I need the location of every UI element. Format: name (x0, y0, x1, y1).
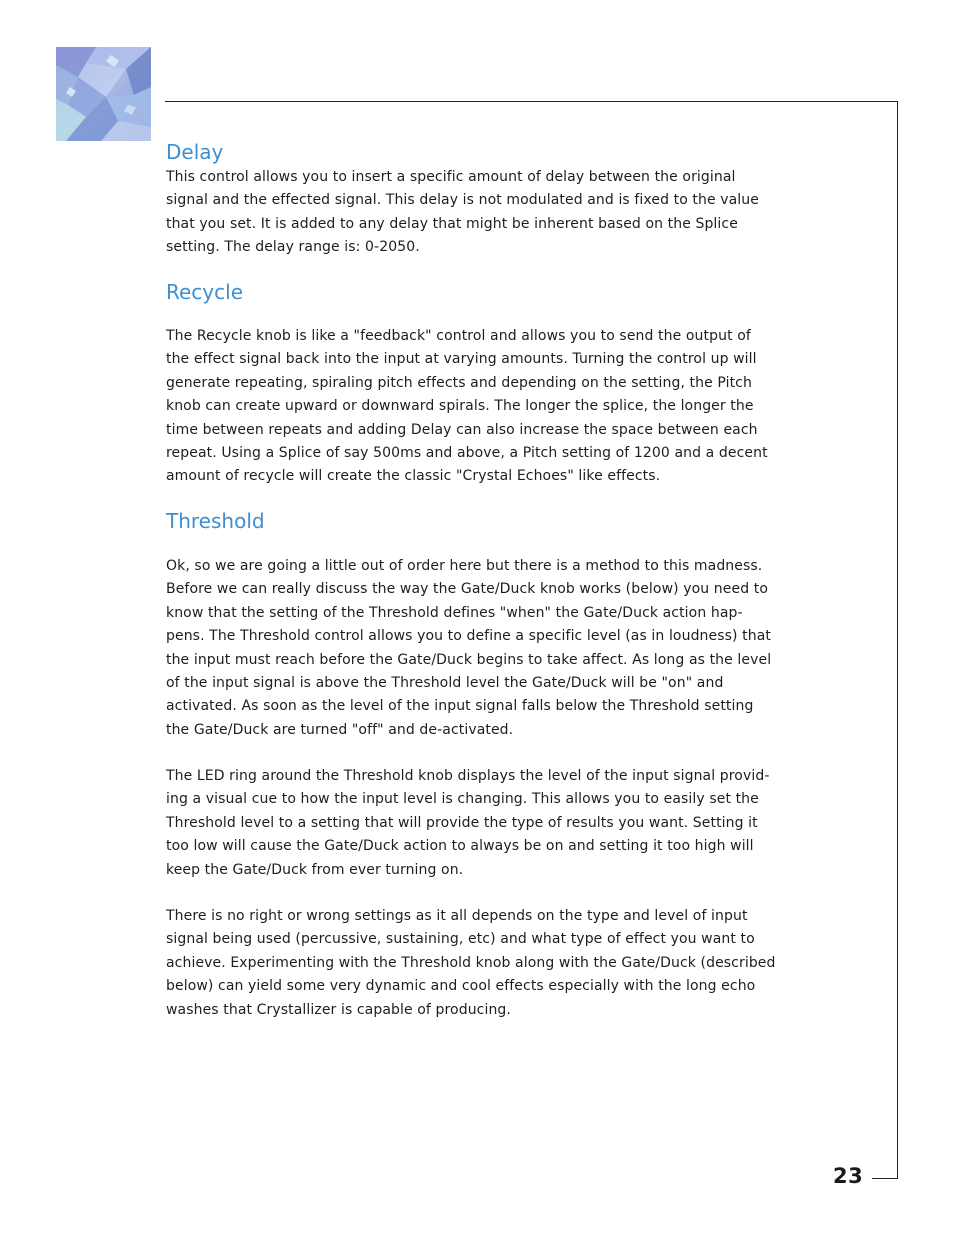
delay-paragraph (166, 166, 796, 260)
crystal-texture-icon (56, 47, 151, 141)
text-line: There is no right or wrong settings as it all depends on the type and level of input (166, 908, 748, 924)
text-line: the effect signal back into the input at varying amounts. Turning the control up will (166, 351, 757, 368)
section-heading-delay: Delay (166, 140, 224, 164)
text-line: the Gate/Duck are turned "off" and de-activated. (166, 721, 514, 738)
text-line: activated. As soon as the level of the input signal falls below the Threshold setting (166, 698, 754, 715)
text-line: Threshold level to a setting that will provide the type of results you want. Setting it (166, 814, 758, 831)
text-line: amount of recycle will create the classic "Crystal Echoes" like effects. (166, 468, 661, 485)
text-line: pens. The Threshold control allows you to define a specific level (as in loudness) that (166, 628, 771, 645)
text-line: The LED ring around the Threshold knob displays the level of the input signal provid- (166, 768, 770, 784)
section-heading-recycle: Recycle (166, 280, 243, 304)
text-line: signal being used (percussive, sustaining, etc) and what type of effect you want to (166, 931, 755, 948)
text-line: generate repeating, spiraling pitch effects and depending on the setting, the Pitch (166, 374, 752, 391)
text-line: of the input signal is above the Threshold level the Gate/Duck will be "on" and (166, 675, 724, 692)
text-line: setting. The delay range is: 0-2050. (166, 239, 420, 256)
text-line: knob can create upward or downward spirals. The longer the splice, the longer the (166, 398, 754, 415)
text-line: The Recycle knob is like a "feedback" control and allows you to send the output of (166, 328, 751, 344)
text-line: time between repeats and adding Delay can also increase the space between each (166, 421, 758, 438)
frame-bottom-rule (872, 1178, 898, 1179)
recycle-paragraph (166, 325, 796, 489)
text-line: the input must reach before the Gate/Duck begins to take affect. As long as the level (166, 651, 772, 668)
text-line: below) can yield some very dynamic and cool effects especially with the long echo (166, 978, 756, 995)
text-line: Before we can really discuss the way the Gate/Duck knob works (below) you need to (166, 581, 768, 598)
text-line: washes that Crystallizer is capable of producing. (166, 1001, 511, 1018)
section-heading-threshold: Threshold (166, 509, 265, 533)
text-line: signal and the effected signal. This delay is not modulated and is fixed to the value (166, 192, 759, 209)
text-line: keep the Gate/Duck from ever turning on. (166, 861, 464, 878)
frame-right-rule (897, 101, 898, 1179)
page-number: 23 (833, 1164, 864, 1188)
threshold-paragraph-3 (166, 905, 796, 1022)
text-line: know that the setting of the Threshold defines "when" the Gate/Duck action hap- (166, 604, 743, 621)
text-line: that you set. It is added to any delay that might be inherent based on the Splice (166, 215, 738, 232)
text-line: Ok, so we are going a little out of order here but there is a method to this madness. (166, 558, 763, 574)
threshold-paragraph-1 (166, 555, 796, 742)
text-line: This control allows you to insert a specific amount of delay between the original (166, 169, 736, 185)
text-line: achieve. Experimenting with the Threshold knob along with the Gate/Duck (described (166, 954, 776, 971)
frame-top-rule (165, 101, 898, 102)
text-line: repeat. Using a Splice of say 500ms and above, a Pitch setting of 1200 and a decent (166, 445, 768, 462)
text-line: too low will cause the Gate/Duck action to always be on and setting it too high will (166, 838, 754, 855)
text-line: ing a visual cue to how the input level is changing. This allows you to easily set the (166, 791, 759, 808)
threshold-paragraph-2 (166, 765, 796, 882)
